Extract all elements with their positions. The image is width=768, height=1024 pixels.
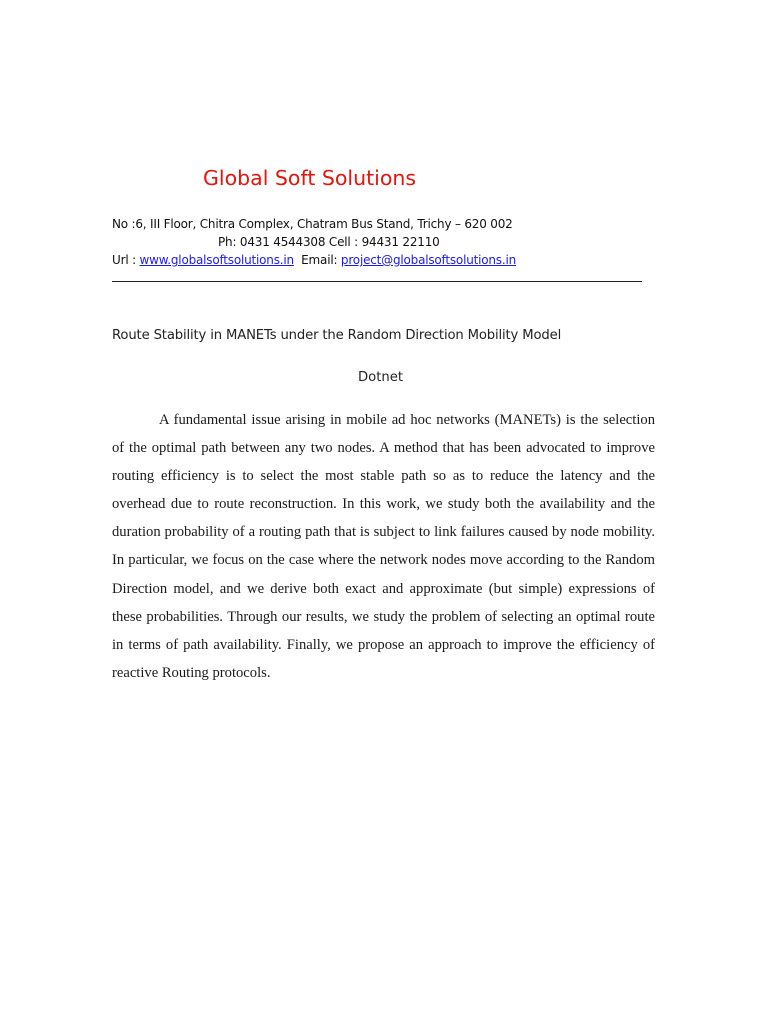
company-name: Global Soft Solutions xyxy=(203,166,417,190)
url-email-line xyxy=(112,253,516,267)
email-link[interactable]: project@globalsoftsolutions.in xyxy=(340,253,517,267)
technology-label: Dotnet xyxy=(358,370,404,385)
address-line: No :6, III Floor, Chitra Complex, Chatram Bus Stand, Trichy – 620 002 xyxy=(112,217,513,231)
url-label: Url : xyxy=(112,253,140,267)
project-title: Route Stability in MANETs under the Random Direction Mobility Model xyxy=(112,328,562,343)
horizontal-rule xyxy=(112,281,642,282)
phone-line: Ph: 0431 4544308 Cell : 94431 22110 xyxy=(218,235,440,249)
email-label: Email: xyxy=(293,253,341,267)
abstract-paragraph: A fundamental issue arising in mobile ad hoc networks (MANETs) is the selection of the optimal path between any two nodes. A method that has been advocated to improve routing efficiency is to select the most stable path so as to reduce the latency and the overhead due to route reconstruction. In this work, we study both the availability and the duration probability of a routing path that is subject to link failures caused by node mobility. In particular, we focus on the case where the network nodes move according to the Random Direction model, and we derive both exact and approximate (but simple) expressions of these probabilities. Through our results, we study the problem of selecting an optimal route in terms of path availability. Finally, we propose an approach to improve the efficiency of reactive Routing protocols. xyxy=(112,412,655,681)
website-link[interactable]: www.globalsoftsolutions.in xyxy=(139,253,294,267)
